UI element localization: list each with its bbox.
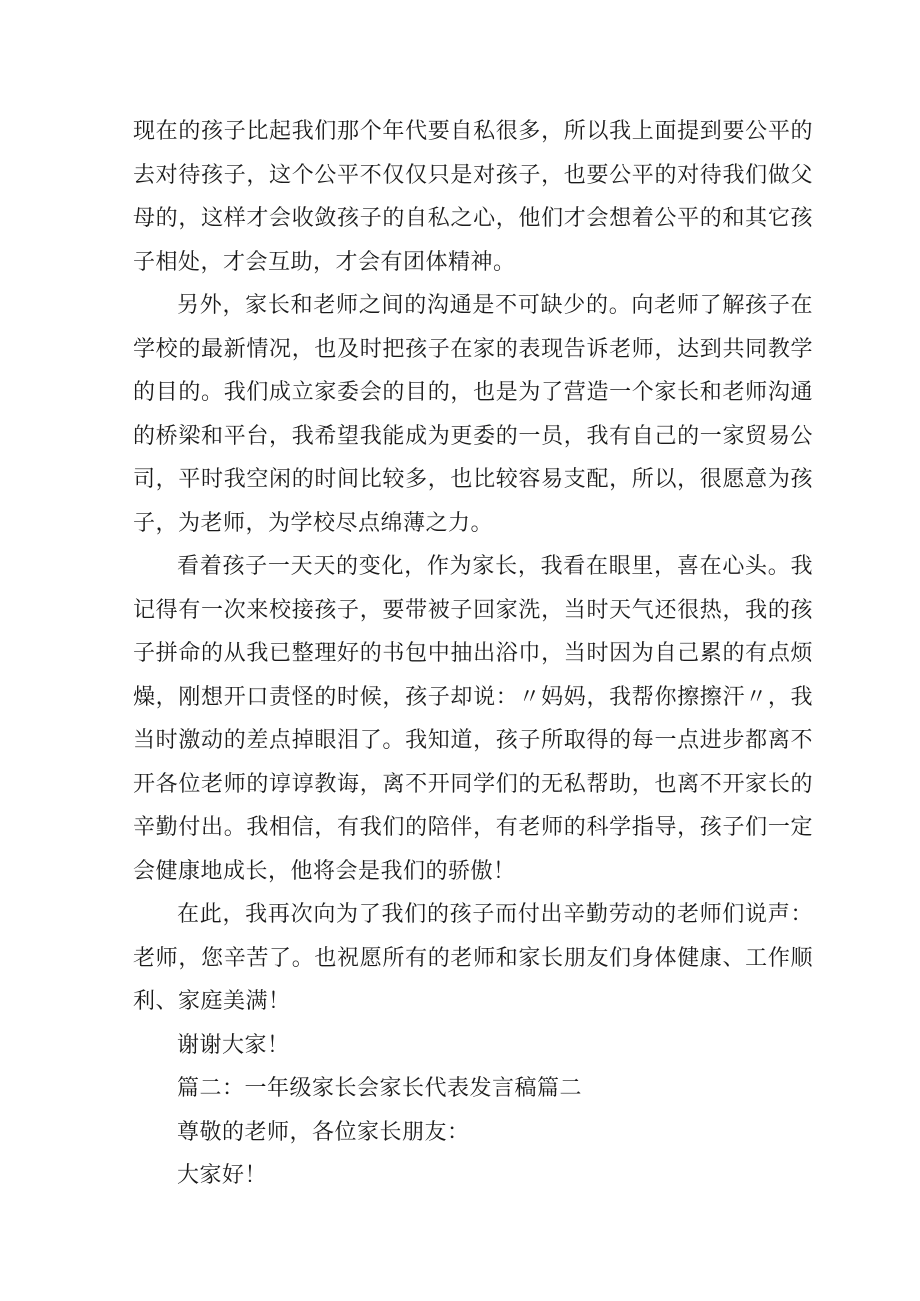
paragraph: 现在的孩子比起我们那个年代要自私很多，所以我上面提到要公平的去对待孩子，这个公平不仅仅只是对孩子，也要公平的对待我们做父母的，这样才会收敛孩子的自私之心，他们才会想着公平的和其它孩子相处，才会互助，才会有团体精神。 [133,119,813,275]
paragraph: 看着孩子一天天的变化，作为家长，我看在眼里，喜在心头。我记得有一次来校接孩子，要带被子回家洗，当时天气还很热，我的孩子拼命的从我已整理好的书包中抽出浴巾，当时因为自己累的有点烦燥，刚想开口责怪的时候，孩子却说：〃妈妈，我帮你擦擦汗〃，我当时激动的差点掉眼泪了。我知道，孩子所取得的每一点进步都离不开各位老师的谆谆教诲，离不开同学们的无私帮助，也离不开家长的辛勤付出。我相信，有我们的陪伴，有老师的科学指导，孩子们一定会健康地成长，他将会是我们的骄傲！ [133,554,813,884]
salutation: 尊敬的老师，各位家长朋友： [177,1119,470,1145]
paragraph: 在此，我再次向为了我们的孩子而付出辛勤劳动的老师们说声：老师，您辛苦了。也祝愿所有的老师和家长朋友们身体健康、工作顺利、家庭美满！ [133,902,813,1014]
greeting: 大家好！ [177,1163,268,1188]
document-body [133,110,813,1198]
paragraph-closing: 谢谢大家！ [177,1032,290,1058]
paragraph: 另外，家长和老师之间的沟通是不可缺少的。向老师了解孩子在学校的最新情况，也及时把孩子在家的表现告诉老师，达到共同教学的目的。我们成立家委会的目的，也是为了营造一个家长和老师沟通的桥梁和平台，我希望我能成为更委的一员，我有自己的一家贸易公司，平时我空闲的时间比较多，也比较容易支配，所以，很愿意为孩子，为老师，为学校尽点绵薄之力。 [133,293,813,536]
section-heading: 篇二：一年级家长会家长代表发言稿篇二 [177,1076,583,1101]
